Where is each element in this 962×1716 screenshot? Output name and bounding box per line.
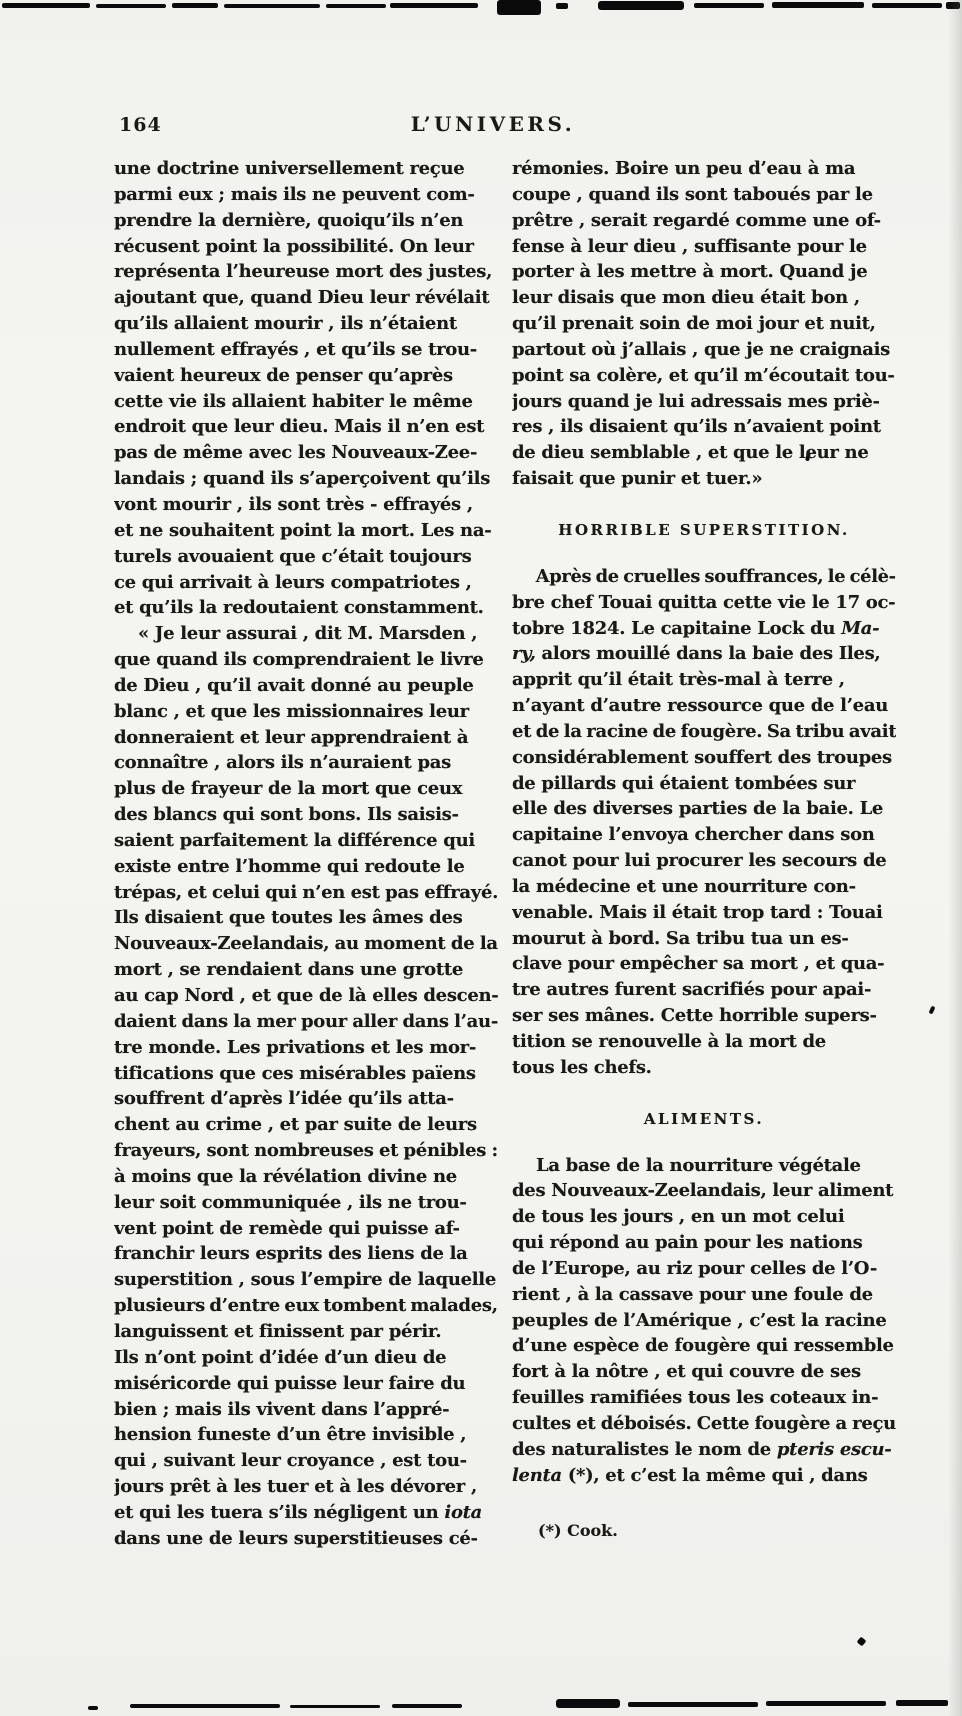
- text-line: souffrent d’après l’idée qu’ils atta-: [114, 1088, 454, 1110]
- text-line: plus de frayeur de la mort que ceux: [114, 778, 463, 800]
- text-line: mourut à bord. Sa tribu tua un es-: [512, 927, 849, 949]
- text-line: vaient heureux de penser qu’après: [114, 364, 453, 386]
- text-line: superstition , sous l’empire de laquelle: [114, 1269, 496, 1291]
- text-line: n’ayant d’autre ressource que de l’eau: [512, 695, 888, 717]
- text-line: elle des diverses parties de la baie. Le: [512, 798, 884, 820]
- text-line: landais ; quand ils s’aperçoivent qu’ils: [114, 468, 491, 490]
- scan-artifact: [896, 1700, 948, 1706]
- scan-artifact: [392, 1704, 462, 1708]
- scan-artifact: [96, 4, 166, 8]
- scan-artifact: [172, 3, 218, 8]
- text-line: tition se renouvelle à la mort de: [512, 1031, 826, 1052]
- text-line: parmi eux ; mais ils ne peuvent com-: [114, 183, 475, 205]
- text-line: qui répond au pain pour les nations: [512, 1232, 863, 1254]
- text-line: clave pour empêcher sa mort , et qua-: [512, 953, 885, 975]
- section-heading: ALIMENTS.: [643, 1109, 765, 1128]
- text-line: frayeurs, sont nombreuses et pénibles :: [114, 1140, 498, 1162]
- text-line: une doctrine universellement reçue: [114, 158, 465, 179]
- text-line: cultes et déboisés. Cette fougère a reçu: [512, 1412, 896, 1434]
- text-line: franchir leurs esprits des liens de la: [114, 1243, 468, 1265]
- text-line: capitaine l’envoya chercher dans son: [512, 824, 875, 846]
- text-line: et qui les tuera s’ils négligent un iota: [114, 1501, 483, 1523]
- text-line: leur soit communiquée , ils ne trou-: [114, 1191, 467, 1213]
- running-title: L’UNIVERS.: [410, 112, 576, 136]
- text-line: La base de la nourriture végétale: [536, 1154, 861, 1176]
- text-line: qu’ils allaient mourir , ils n’étaient: [114, 313, 457, 335]
- text-line: partout où j’allais , que je ne craignais: [512, 338, 891, 360]
- text-line: des blancs qui sont bons. Ils saisis-: [114, 804, 459, 826]
- text-line: considérablement souffert des troupes: [512, 746, 892, 768]
- text-line: prêtre , serait regardé comme une of-: [512, 209, 881, 231]
- text-line: cette vie ils allaient habiter le même: [114, 390, 473, 412]
- text-line: fense à leur dieu , suffisante pour le: [512, 235, 867, 257]
- text-line: plusieurs d’entre eux tombent malades,: [114, 1295, 498, 1317]
- text-line: Ils disaient que toutes les âmes des: [114, 907, 463, 929]
- text-line: représenta l’heureuse mort des justes,: [114, 261, 493, 283]
- text-line: point sa colère, et qu’il m’écoutait tou-: [512, 364, 895, 386]
- scan-artifact: [224, 4, 320, 8]
- text-line: nullement effrayés , et qu’ils se trou-: [114, 338, 477, 360]
- text-line: ser ses mânes. Cette horrible supers-: [512, 1005, 877, 1027]
- text-line: prendre la dernière, quoiqu’ils n’en: [114, 209, 464, 231]
- scan-artifact: [497, 0, 541, 15]
- text-line: existe entre l’homme qui redoute le: [114, 855, 465, 877]
- scan-artifact: [857, 1637, 867, 1647]
- text-line: peuples de l’Amérique , c’est la racine: [512, 1309, 887, 1331]
- text-line: faisait que punir et tuer.»: [512, 468, 763, 490]
- text-line: blanc , et que les missionnaires leur: [114, 700, 469, 722]
- text-line: canot pour lui procurer les secours de: [512, 850, 887, 872]
- scan-artifact: [326, 4, 386, 8]
- text-line: et ne souhaitent point la mort. Les na-: [114, 519, 492, 541]
- text-line: Ils n’ont point d’idée d’un dieu de: [114, 1346, 447, 1368]
- text-line: vent point de remède qui puisse af-: [114, 1217, 460, 1239]
- text-line: languissent et finissent par périr.: [114, 1320, 442, 1342]
- text-line: apprit qu’il était très-mal à terre ,: [512, 669, 845, 691]
- text-line: lenta (*), et c’est la même qui , dans: [512, 1464, 868, 1486]
- scan-artifact: [290, 1705, 380, 1708]
- text-line: d’une espèce de fougère qui ressemble: [512, 1335, 894, 1357]
- text-line: de pillards qui étaient tombées sur: [512, 772, 856, 794]
- text-line: des Nouveaux-Zeelandais, leur aliment: [512, 1180, 894, 1202]
- text-line: fort à la nôtre , et qui couvre de ses: [512, 1361, 861, 1383]
- text-line: hension funeste d’un être invisible ,: [114, 1424, 467, 1446]
- page-number: 164: [119, 114, 162, 136]
- text-line: de Dieu , qu’il avait donné au peuple: [114, 674, 474, 696]
- scan-artifact: [929, 1006, 936, 1015]
- text-line: mort , se rendaient dans une grotte: [114, 959, 464, 981]
- text-line: des naturalistes le nom de pteris escu-: [512, 1438, 892, 1460]
- text-line: feuilles ramifiées tous les coteaux in-: [512, 1387, 879, 1409]
- text-line: à moins que la révélation divine ne: [114, 1165, 457, 1187]
- text-line: porter à les mettre à mort. Quand je: [512, 261, 868, 283]
- text-line: jours prêt à les tuer et à les dévorer ,: [114, 1476, 477, 1498]
- text-line: turels avouaient que c’était toujours: [114, 545, 472, 567]
- text-line: bien ; mais ils vivent dans l’appré-: [114, 1398, 450, 1420]
- text-line: « Je leur assurai , dit M. Marsden ,: [138, 623, 478, 645]
- text-line: endroit que leur dieu. Mais il n’en est: [114, 416, 485, 438]
- text-line: daient dans la mer pour aller dans l’au-: [114, 1010, 498, 1032]
- text-line: tobre 1824. Le capitaine Lock du Ma-: [512, 617, 880, 639]
- scan-artifact: [130, 1704, 280, 1708]
- text-line: coupe , quand ils sont taboués par le: [512, 183, 873, 205]
- text-line: rient , à la cassave pour une foule de: [512, 1283, 873, 1305]
- left-column: [114, 156, 498, 1552]
- text-line: et de la racine de fougère. Sa tribu avait: [512, 720, 896, 742]
- text-line: rémonies. Boire un peu d’eau à ma: [512, 158, 856, 179]
- scan-artifact: [556, 3, 568, 9]
- scan-artifact: [556, 1699, 620, 1708]
- text-line: donneraient et leur apprendraient à: [114, 726, 469, 748]
- text-line: trépas, et celui qui n’en est pas effrayé.: [114, 881, 498, 903]
- text-line: saient parfaitement la différence qui: [114, 829, 475, 851]
- text-line: tre monde. Les privations et les mor-: [114, 1036, 477, 1058]
- scan-artifact: [872, 3, 942, 8]
- scan-artifact: [628, 1702, 758, 1707]
- scan-artifact: [2, 3, 90, 8]
- text-line: de tous les jours , en un mot celui: [512, 1206, 845, 1228]
- scan-artifact: [766, 1701, 886, 1706]
- text-line: qui , suivant leur croyance , est tou-: [114, 1450, 467, 1472]
- text-line: dans une de leurs superstitieuses cé-: [114, 1527, 478, 1549]
- scan-artifact: [946, 2, 960, 9]
- right-column: [512, 156, 896, 1552]
- text-line: bre chef Touai quitta cette vie le 17 oc-: [512, 591, 896, 613]
- text-line: miséricorde qui puisse leur faire du: [114, 1372, 466, 1394]
- text-line: ce qui arrivait à leurs compatriotes ,: [114, 571, 472, 593]
- scan-artifact: [390, 3, 478, 8]
- text-columns: [114, 156, 896, 1552]
- text-line: récusent point la possibilité. On leur: [114, 235, 474, 257]
- scan-artifact: [88, 1706, 98, 1710]
- text-line: leur disais que mon dieu était bon ,: [512, 287, 860, 309]
- text-line: et qu’ils la redoutaient constamment.: [114, 597, 484, 619]
- scan-artifact: [694, 3, 764, 8]
- scan-artifact: [772, 2, 864, 8]
- text-line: chent au crime , et par suite de leurs: [114, 1114, 477, 1136]
- text-line: ajoutant que, quand Dieu leur révélait: [114, 287, 490, 309]
- text-line: Après de cruelles souffrances, le célè-: [535, 565, 896, 587]
- text-line: la médecine et une nourriture con-: [512, 875, 856, 897]
- text-line: jours quand je lui adressais mes priè-: [512, 390, 880, 412]
- text-line: venable. Mais il était trop tard : Touai: [512, 901, 883, 923]
- text-line: res , ils disaient qu’ils n’avaient point: [512, 416, 881, 438]
- scan-artifact: [598, 1, 684, 10]
- text-line: de l’Europe, au riz pour celles de l’O-: [512, 1257, 877, 1279]
- text-line: Nouveaux-Zeelandais, au moment de la: [114, 933, 498, 955]
- text-line: tifications que ces misérables païens: [114, 1062, 476, 1084]
- text-line: pas de même avec les Nouveaux-Zee-: [114, 442, 478, 464]
- text-line: vont mourir , ils sont très - effrayés ,: [114, 493, 473, 515]
- text-line: tous les chefs.: [512, 1056, 652, 1078]
- text-line: au cap Nord , et que de là elles descen-: [114, 985, 498, 1006]
- text-line: de dieu semblable , et que le leur ne: [512, 442, 869, 464]
- text-line: que quand ils comprendraient le livre: [114, 649, 484, 671]
- text-line: tre autres furent sacrifiés pour apai-: [512, 979, 872, 1001]
- section-heading: HORRIBLE SUPERSTITION.: [558, 520, 850, 539]
- text-line: connaître , alors ils n’auraient pas: [114, 752, 451, 774]
- text-line: qu’il prenait soin de moi jour et nuit,: [512, 313, 876, 335]
- footnote: (*) Cook.: [538, 1520, 618, 1540]
- page-header: [0, 112, 962, 140]
- text-line: ry, alors mouillé dans la baie des Iles,: [512, 643, 881, 665]
